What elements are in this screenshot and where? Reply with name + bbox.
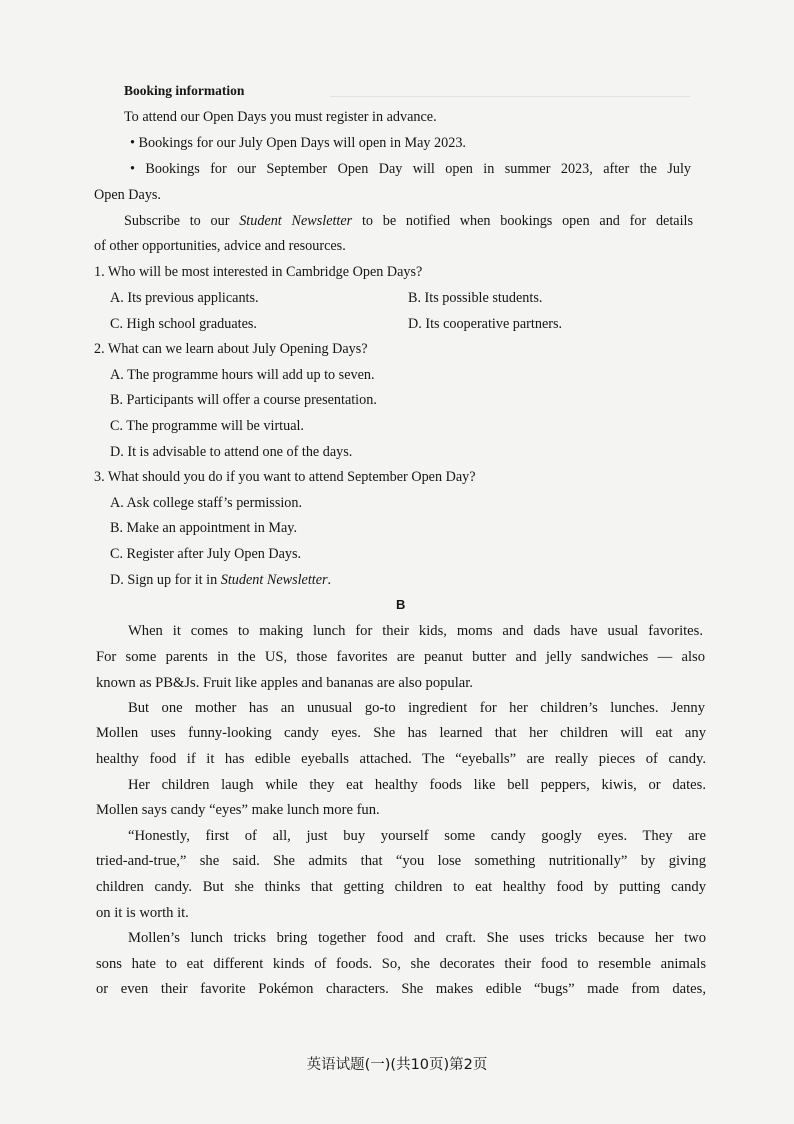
- page-footer: 英语试题(一)(共10页)第2页: [306, 1057, 488, 1073]
- bleed-through-texture: [330, 96, 690, 98]
- question-3-option-c: C. Register after July Open Days.: [110, 546, 302, 562]
- passage-b-p4-line1: “Honestly, first of all, just buy yourself some candy googly eyes. They are: [128, 828, 706, 844]
- question-1-option-d: D. Its cooperative partners.: [408, 316, 563, 332]
- question-3-option-a: A. Ask college staff’s permission.: [110, 495, 303, 511]
- question-1-stem: 1. Who will be most interested in Cambridge Open Days?: [94, 264, 423, 280]
- passage-b-p3-line2: Mollen says candy “eyes” make lunch more fun.: [96, 802, 380, 818]
- passage-b-p1-line1: When it comes to making lunch for their kids, moms and dads have usual favorites.: [128, 623, 703, 639]
- question-2-option-a: A. The programme hours will add up to seven.: [110, 367, 375, 383]
- passage-b-p3-line1: Her children laugh while they eat healthy foods like bell peppers, kiwis, or dates.: [128, 777, 706, 793]
- booking-bullet-september-cont: Open Days.: [94, 187, 161, 203]
- option-d-text-pre: D. Sign up for it in: [110, 572, 221, 588]
- passage-b-p5-line1: Mollen’s lunch tricks bring together food and craft. She uses tricks because her two: [128, 930, 706, 946]
- passage-b-p1-line2: For some parents in the US, those favorites are peanut butter and jelly sandwiches — also: [96, 649, 705, 665]
- passage-b-p5-line3: or even their favorite Pokémon characters. She makes edible “bugs” made from dates,: [96, 981, 706, 997]
- student-newsletter-title: Student Newsletter: [239, 213, 353, 229]
- booking-intro: To attend our Open Days you must register in advance.: [124, 109, 437, 125]
- passage-b-p4-line4: on it is worth it.: [96, 905, 189, 921]
- passage-b-p2-line1: But one mother has an unusual go-to ingredient for her children’s lunches. Jenny: [128, 700, 705, 716]
- question-2-option-d: D. It is advisable to attend one of the days.: [110, 444, 353, 460]
- question-2-stem: 2. What can we learn about July Opening Days?: [94, 341, 368, 357]
- question-2-option-c: C. The programme will be virtual.: [110, 418, 304, 434]
- passage-b-p2-line2: Mollen uses funny-looking candy eyes. She has learned that her children will eat any: [96, 725, 706, 741]
- booking-subscribe: [124, 212, 693, 230]
- subscribe-text-pre: Subscribe to our: [124, 213, 240, 229]
- question-3-option-d: [110, 571, 331, 589]
- passage-b-p1-line3: known as PB&Js. Fruit like apples and bananas are also popular.: [96, 675, 473, 691]
- booking-heading: Booking information: [124, 83, 245, 98]
- section-b-label: B: [396, 597, 406, 612]
- option-d-text-post: .: [327, 572, 332, 588]
- question-1-option-b: B. Its possible students.: [408, 290, 543, 306]
- question-3-option-b: B. Make an appointment in May.: [110, 520, 298, 536]
- question-1-option-c: C. High school graduates.: [110, 316, 257, 332]
- student-newsletter-title: Student Newsletter: [220, 572, 328, 588]
- passage-b-p5-line2: sons hate to eat different kinds of foods. So, she decorates their food to resemble animals: [96, 956, 706, 972]
- passage-b-p2-line3: healthy food if it has edible eyeballs attached. The “eyeballs” are really pieces of candy.: [96, 751, 706, 767]
- passage-b-p4-line2: tried-and-true,” she said. She admits that “you lose something nutritionally” by giving: [96, 853, 706, 869]
- question-3-stem: 3. What should you do if you want to attend September Open Day?: [94, 469, 476, 485]
- booking-subscribe-cont: of other opportunities, advice and resources.: [94, 238, 346, 254]
- question-1-option-a: A. Its previous applicants.: [110, 290, 259, 306]
- subscribe-text-post: to be notified when bookings open and for details: [352, 213, 694, 229]
- booking-bullet-september: • Bookings for our September Open Day will open in summer 2023, after the July: [130, 161, 691, 177]
- booking-bullet-july: • Bookings for our July Open Days will open in May 2023.: [130, 135, 466, 151]
- passage-b-p4-line3: children candy. But she thinks that getting children to eat healthy food by putting candy: [96, 879, 706, 895]
- question-2-option-b: B. Participants will offer a course presentation.: [110, 392, 377, 408]
